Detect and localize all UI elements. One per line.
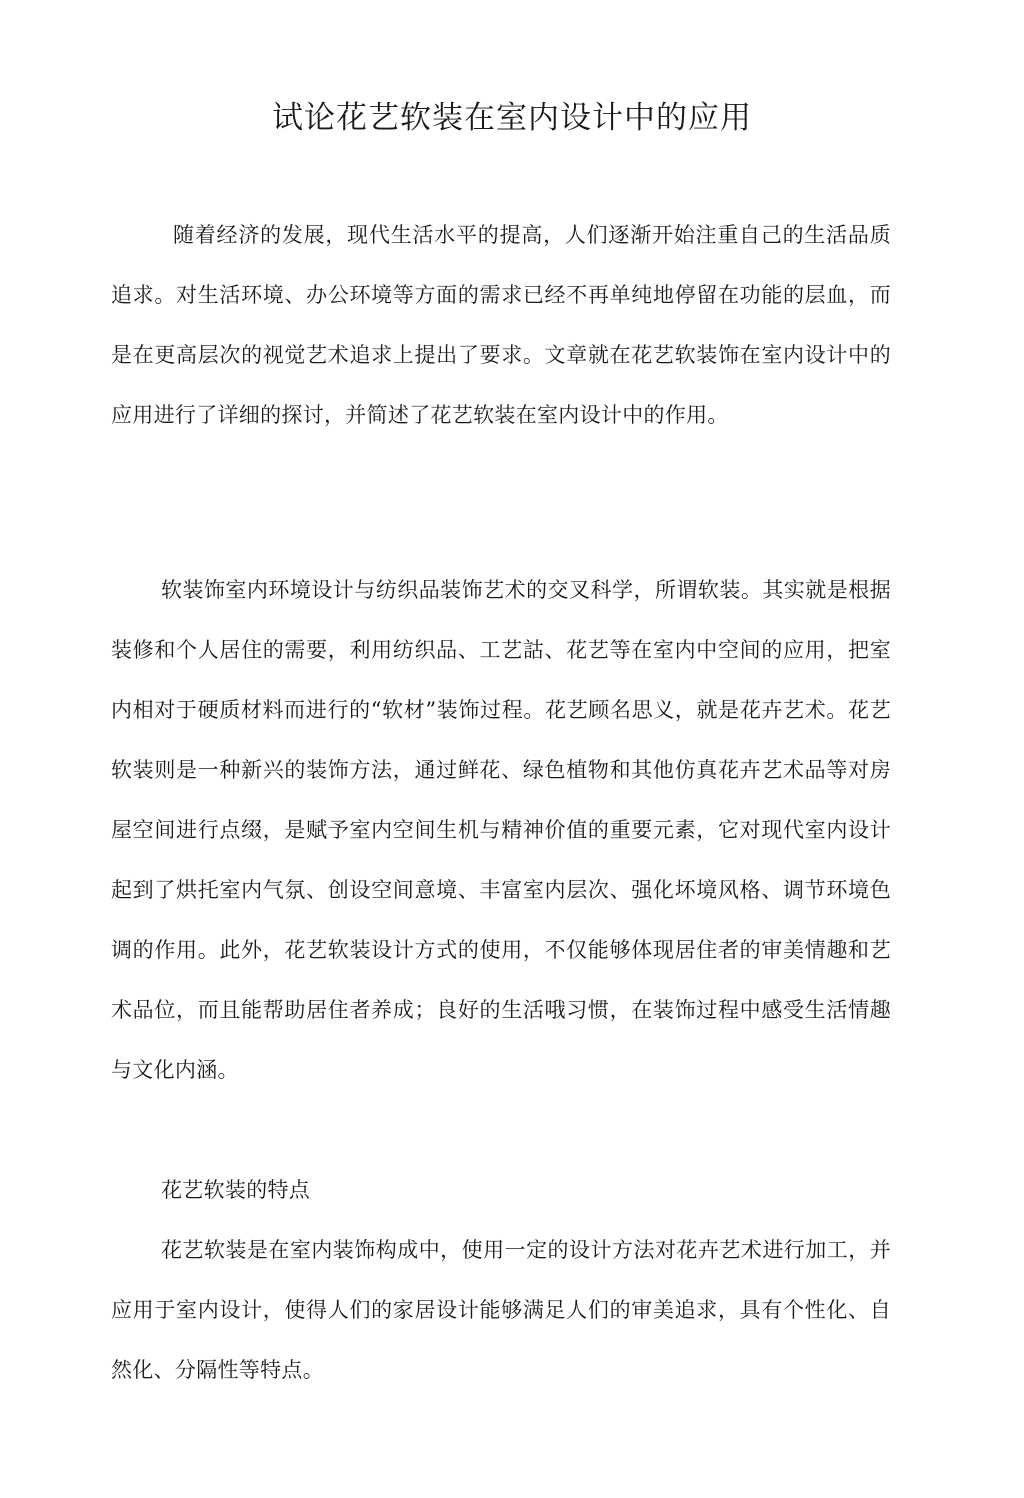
intro-paragraph: 随着经济的发展，现代生活水平的提高，人们逐渐开始注重自己的生活品质追求。对生活环境、办公环境等方面的需求已经不再单纯地停留在功能的层血，而是在更高层次的视觉艺术追求上提出了要求。文章就在花艺软装饰在室内设计中的应用进行了详细的探讨，并简述了花艺软装在室内设计中的作用。 bbox=[111, 223, 891, 427]
section-heading: 花艺软装的特点 bbox=[161, 1178, 311, 1202]
section-paragraph: 花艺软装是在室内装饰构成中，使用一定的设计方法对花卉艺术进行加工，并应用于室内设计，使得人们的家居设计能够满足人们的审美追求，具有个性化、自然化、分隔性等特点。 bbox=[111, 1238, 891, 1382]
document-title: 试论花艺软装在室内设计中的应用 bbox=[272, 100, 752, 136]
soft-decoration-paragraph: 软装饰室内环境设计与纺织品装饰艺术的交叉科学，所谓软装。其实就是根据装修和个人居住的需要，利用纺织品、工艺詁、花艺等在室内中空间的应用，把室内相对于硬质材料而进行的“软材”装饰过程。花艺顾名思义，就是花卉艺术。花艺软装则是一种新兴的装饰方法，通过鲜花、绿色植物和其他仿真花卉艺术品等对房屋空间进行点缀，是赋予室内空间生机与精神价值的重要元素，它对现代室内设计起到了烘托室内气氛、创设空间意境、丰富室内层次、强化坏境风格、调节环境色调的作用。此外，花艺软装设计方式的使用，不仅能够体现居住者的审美情趣和艺术品位，而且能帮助居住者养成；良好的生活哦习惯，在装饰过程中感受生活情趣与文化内涵。 bbox=[111, 578, 891, 1082]
